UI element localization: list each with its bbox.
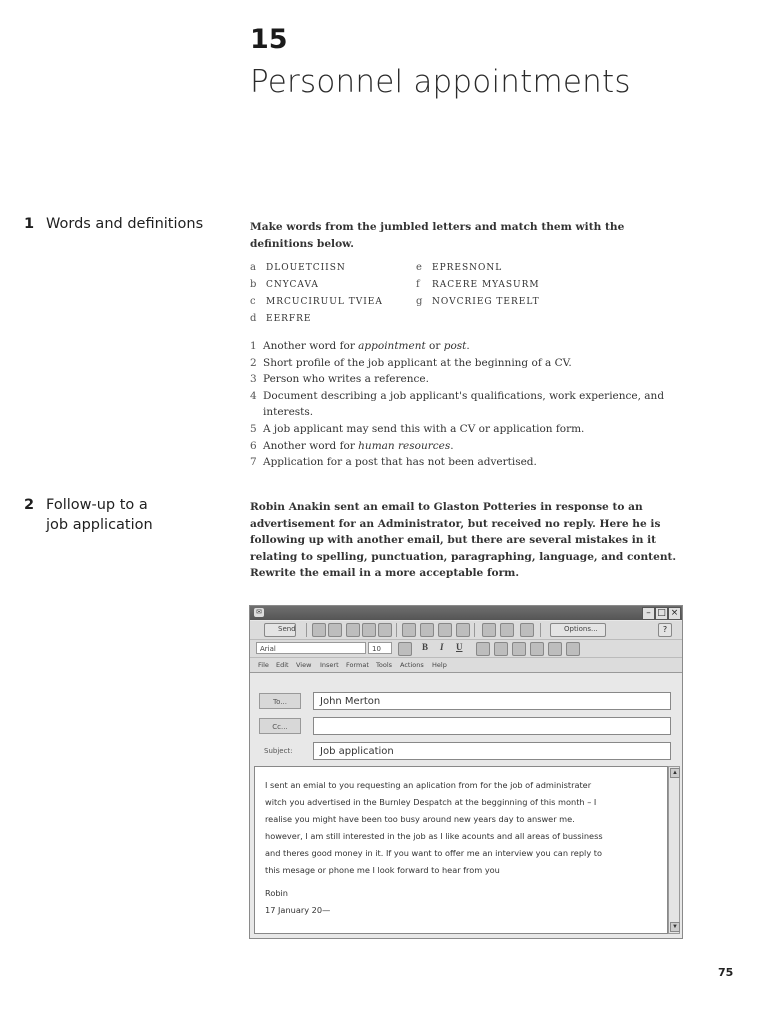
definition-number: 3 [250,373,257,386]
scroll-up-icon[interactable]: ▲ [670,768,680,778]
definition-text [263,338,690,355]
jumbled-words [250,262,690,332]
definition-item [250,438,690,455]
cut-icon[interactable] [346,623,360,637]
options-label: Options... [564,625,598,633]
chapter-title: Personnel appointments [250,64,631,100]
section-title-line-1: Follow-up to a [46,497,148,513]
minimize-icon[interactable]: – [642,607,655,620]
definition-text-part: Document describing a job applicant's qualifications, work experience, and interests. [263,389,665,419]
definition-text-part: A job applicant may send this with a CV or application form. [263,422,585,435]
definition-text-part: or [425,340,444,352]
section-1-heading [24,214,203,234]
body-line: this mesage or phone me I look forward to hear from you [265,865,500,875]
divider [540,623,541,637]
definition-number: 7 [250,456,257,469]
scrollbar[interactable] [668,766,680,934]
chapter-number: 15 [250,24,288,55]
increase-indent-icon[interactable] [566,642,580,656]
definition-number: 6 [250,439,257,452]
close-icon[interactable]: × [668,607,681,620]
divider [396,623,397,637]
help-button[interactable]: ? [658,623,672,637]
section-title: Words and definitions [46,216,204,232]
section-2-heading [24,495,153,535]
importance-low-icon[interactable] [500,623,514,637]
align-left-icon[interactable] [476,642,490,656]
section-1-instruction: Make words from the jumbled letters and match them with the definitions below. [250,221,625,250]
definition-number: 4 [250,389,257,402]
section-number: 1 [24,216,35,232]
message-body[interactable] [254,766,668,934]
maximize-icon[interactable]: □ [655,607,668,620]
definition-item [250,338,690,355]
menu-bar [250,658,682,673]
body-line: and theres good money in it. If you want to offer me an interview you can reply to [265,848,602,858]
section-number: 2 [24,497,35,513]
jumble-g: g NOVCRIEG TERELT [416,296,540,307]
align-center-icon[interactable] [494,642,508,656]
align-right-icon[interactable] [512,642,526,656]
menu-help[interactable]: Help [432,661,447,669]
cc-button[interactable]: Cc... [259,718,301,734]
definition-number: 1 [250,340,257,352]
definition-item [250,371,690,388]
menu-file[interactable]: File [258,661,269,669]
menu-format[interactable]: Format [346,661,369,669]
definition-text [263,355,690,372]
body-line: witch you advertised in the Burnley Despatch at the begginning of this month – I [265,797,597,807]
to-field[interactable]: John Merton [313,692,671,710]
definition-text [263,421,690,438]
definition-text-part: Short profile of the job applicant at the beginning of a CV. [263,356,572,369]
jumble-d: d EERFRE [250,313,312,324]
menu-view[interactable]: View [296,661,312,669]
jumble-e: e EPRESNONL [416,262,503,273]
mail-icon: ✉ [254,608,264,617]
section-2-instruction: Robin Anakin sent an email to Glaston Potteries in response to an advertisement for an Administrator, but received no reply. Here he is following up with another email, but there are several mistakes in it relating to spelling, punctuation, paragraphing, language, and content. Rewrite the email in a more acceptable form. [250,501,677,579]
definition-item [250,454,690,471]
definition-text-part: Person who writes a reference. [263,373,429,386]
title-bar [250,606,682,620]
menu-actions[interactable]: Actions [400,661,424,669]
decrease-indent-icon[interactable] [548,642,562,656]
send-label: Send [278,625,296,633]
underline-button[interactable]: U [456,642,463,652]
subject-label: Subject: [264,747,293,755]
divider [474,623,475,637]
definition-number: 2 [250,356,257,369]
flag-icon[interactable] [520,623,534,637]
address-book-icon[interactable] [438,623,452,637]
body-line: realise you might have been too busy around new years day to answer me. [265,814,575,824]
body-line: however, I am still interested in the job as I like acounts and all areas of bussiness [265,831,603,841]
definition-text-part: human resources [358,439,451,452]
font-select[interactable]: Arial [256,642,366,654]
definition-number: 5 [250,422,257,435]
body-line: I sent an emial to you requesting an aplication from for the job of administrater [265,780,592,790]
definition-text [263,388,690,421]
menu-tools[interactable]: Tools [376,661,393,669]
definition-item [250,421,690,438]
signature-date: 17 January 20— [265,905,331,915]
paperclip-icon[interactable] [420,623,434,637]
print-icon[interactable] [328,623,342,637]
email-window [249,605,683,939]
definition-item [250,388,690,421]
definitions-list [250,338,690,471]
font-size-select[interactable]: 10 [368,642,392,654]
bold-button[interactable]: B [422,642,429,652]
definition-text-part: Another word for [263,340,359,352]
paste-icon[interactable] [378,623,392,637]
definition-text-part: . [466,340,470,352]
check-names-icon[interactable] [456,623,470,637]
to-button[interactable]: To... [259,693,301,709]
subject-field[interactable]: Job application [313,742,671,760]
jumble-b: b CNYCAVA [250,279,319,290]
attach-file-icon[interactable] [402,623,416,637]
save-icon[interactable] [312,623,326,637]
definition-text [263,438,690,455]
jumble-f: f RACERE MYASURM [416,279,540,290]
menu-insert[interactable]: Insert [320,661,339,669]
italic-button[interactable]: I [440,642,444,652]
main-toolbar [250,621,682,640]
divider [306,623,307,637]
bullets-icon[interactable] [530,642,544,656]
page-number: 75 [718,966,734,979]
signature: Robin [265,888,288,898]
definition-text [263,454,690,471]
definition-text-part: Application for a post that has not been advertised. [263,456,537,469]
section-title-line-2: job application [46,517,153,533]
definition-text-part: post [443,340,467,352]
definition-text-part: . [450,439,454,452]
format-toolbar [250,640,682,658]
font-color-icon[interactable] [398,642,412,656]
scroll-down-icon[interactable]: ▼ [670,922,680,932]
definition-item [250,355,690,372]
definition-text [263,371,690,388]
jumble-a: a DLOUETCIISN [250,262,346,273]
definition-text-part: Another word for [263,439,359,452]
importance-high-icon[interactable] [482,623,496,637]
copy-icon[interactable] [362,623,376,637]
definition-text-part: appointment [358,340,426,352]
menu-edit[interactable]: Edit [276,661,289,669]
jumble-c: c MRCUCIRUUL TVIEA [250,296,383,307]
cc-field[interactable] [313,717,671,735]
